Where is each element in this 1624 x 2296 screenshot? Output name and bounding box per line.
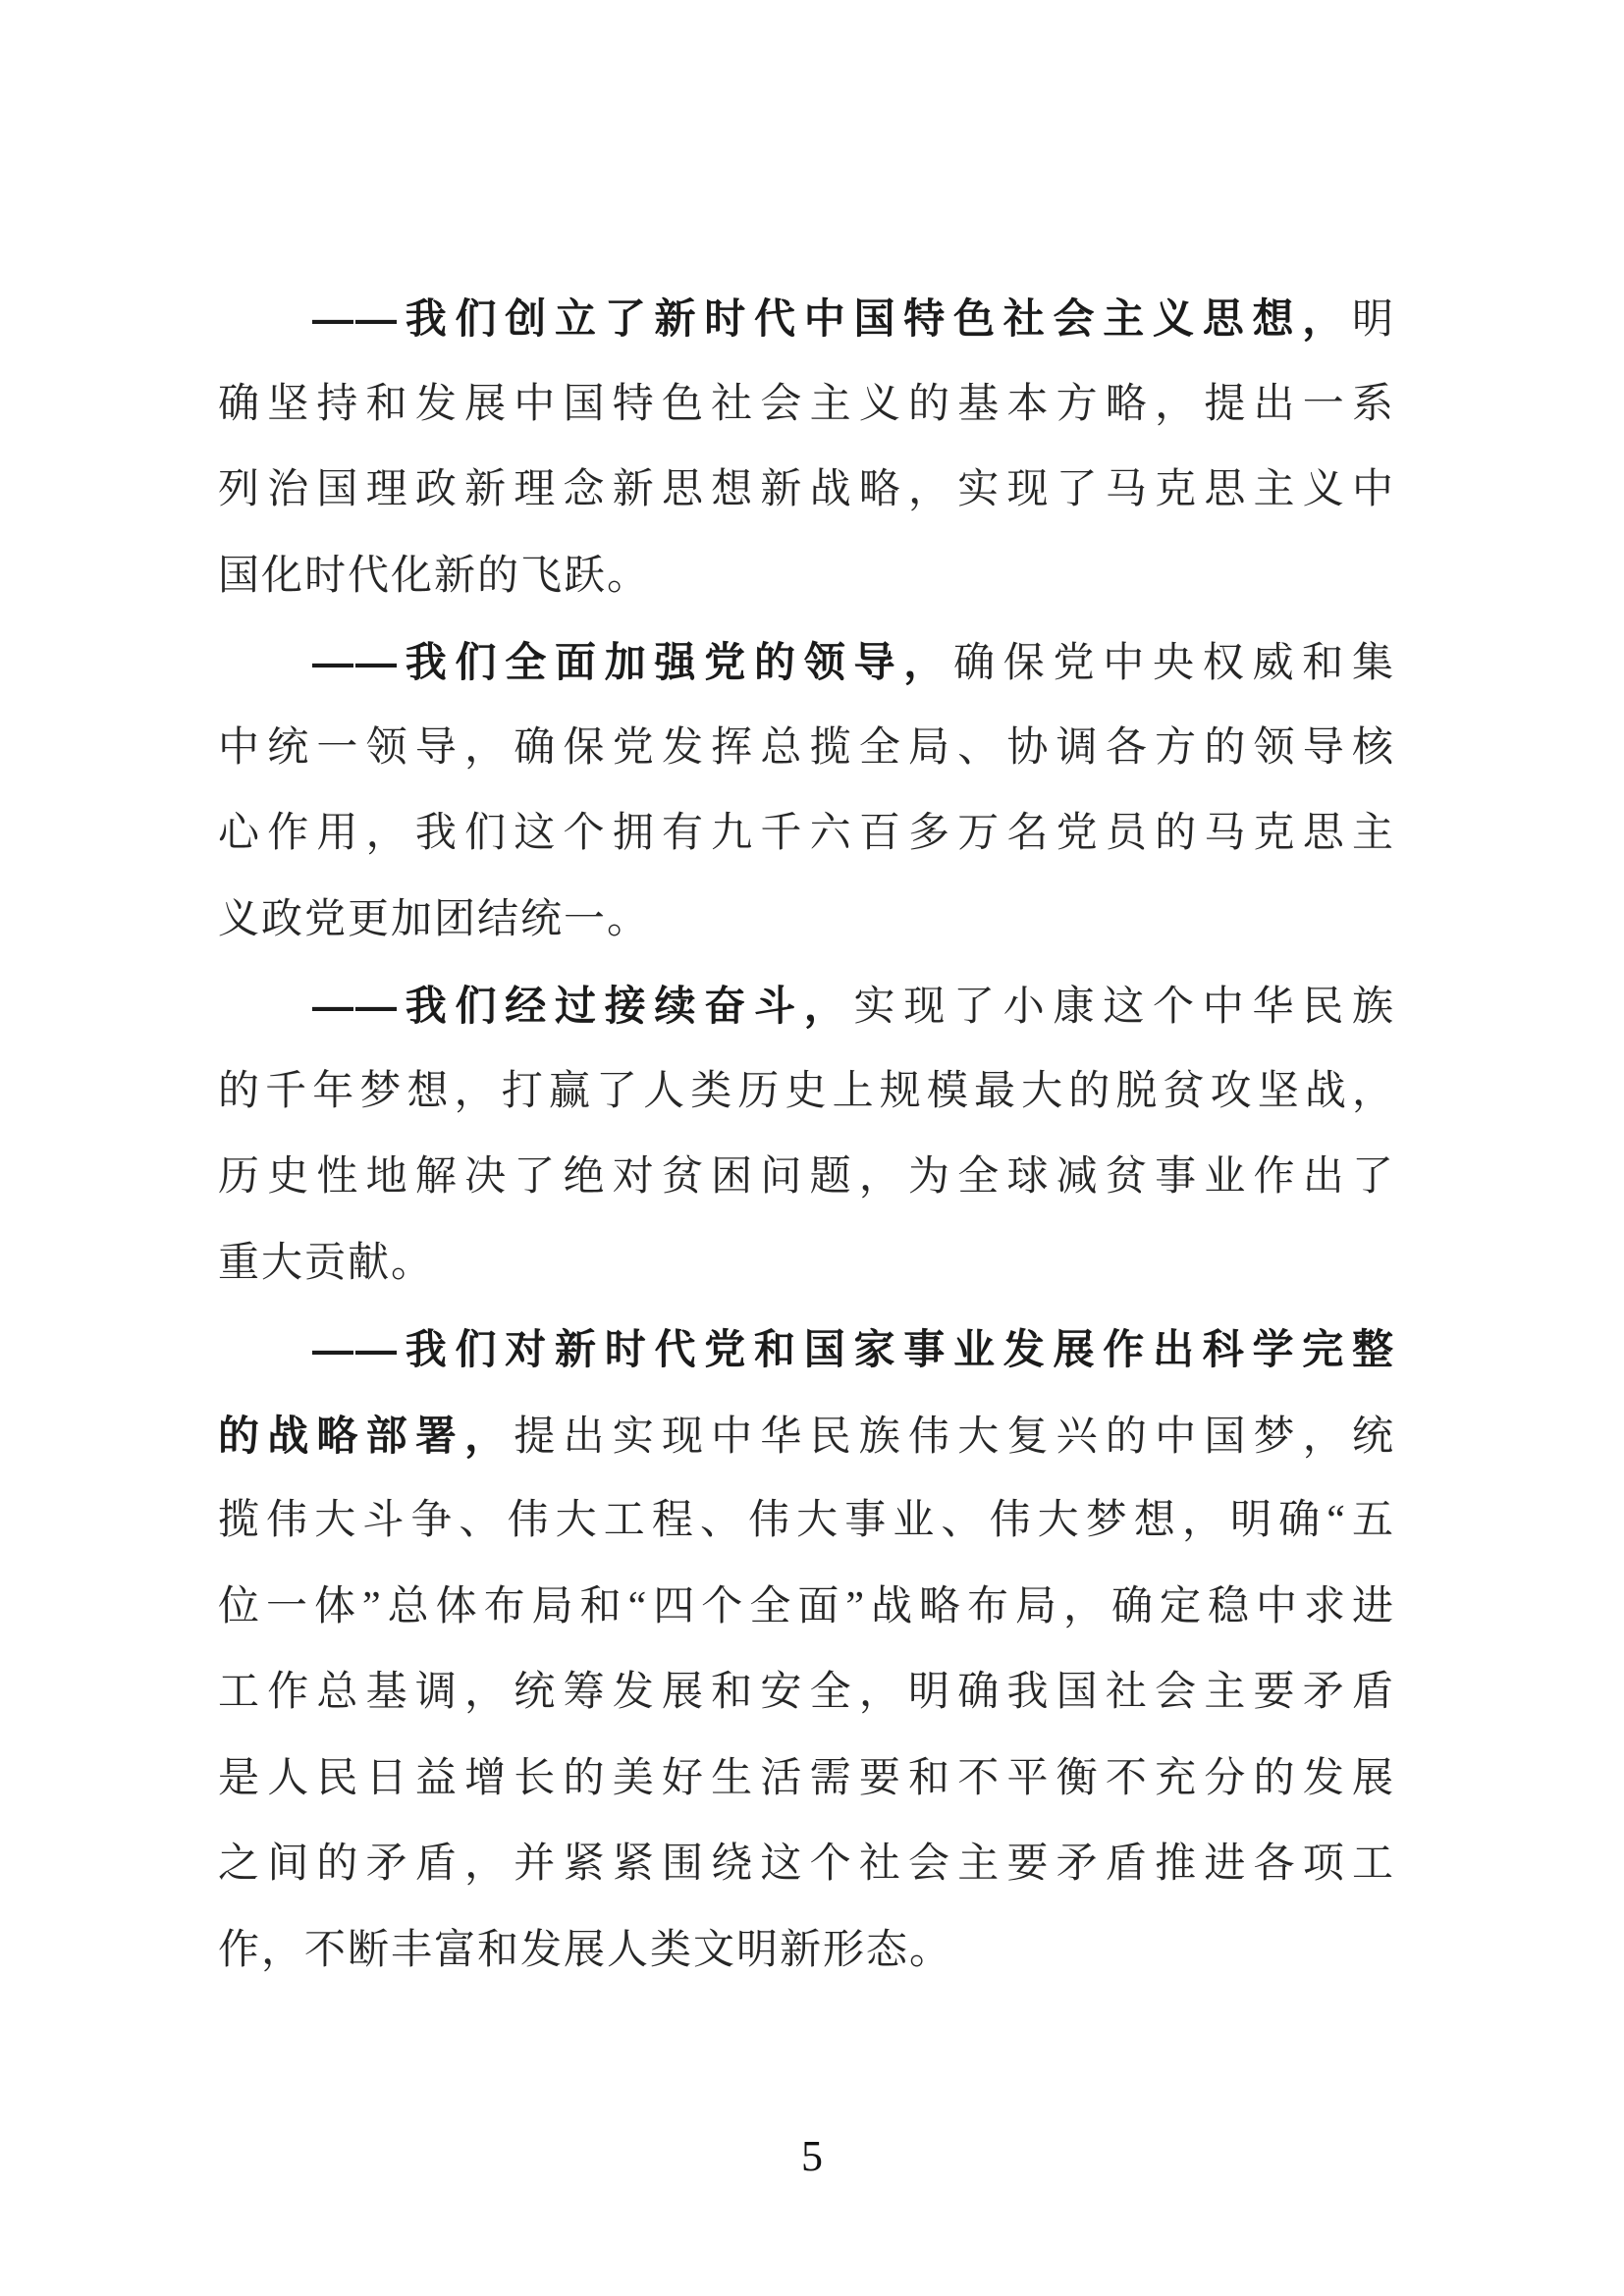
body-text: 国化时代化新的飞跃。 [218,553,651,599]
body-text: 义政党更加团结统一。 [218,896,651,942]
paragraph-4 [218,1307,1395,1994]
emphasis-text: ——我们对新时代党和国家事业发展作出科学完整 [312,1326,1395,1372]
body-text: 位一体”总体布局和“四个全面”战略布局，确定稳中求进 [218,1583,1395,1629]
paragraph-2 [218,619,1395,963]
body-text: 心作用，我们这个拥有九千六百多万名党员的马克思主 [218,811,1395,856]
paragraph-3 [218,963,1395,1307]
text-line [218,878,1395,964]
body-text: 之间的矛盾，并紧紧围绕这个社会主要矛盾推进各项工 [218,1842,1395,1887]
body-text: 是人民日益增长的美好生活需要和不平衡不充分的发展 [218,1755,1395,1801]
emphasis-text: 的战略部署， [218,1412,514,1459]
text-line [218,706,1395,792]
document-body [218,276,1395,1994]
text-line [218,1650,1395,1736]
body-text: 重大贡献。 [218,1240,435,1286]
text-line [218,1908,1395,1995]
text-line [218,1736,1395,1823]
body-text: 确坚持和发展中国特色社会主义的基本方略，提出一系 [218,381,1395,427]
body-text: 确保党中央权威和集 [952,641,1395,686]
text-line [218,1221,1395,1308]
body-text: 的千年梦想，打赢了人类历史上规模最大的脱贫攻坚战， [218,1068,1395,1114]
text-line [218,791,1395,878]
body-text: 中统一领导，确保党发挥总揽全局、协调各方的领导核 [218,724,1395,771]
text-line [218,1135,1395,1221]
emphasis-text: ——我们经过接续奋斗， [312,983,854,1029]
text-line [218,276,1395,362]
text-line [218,1307,1395,1393]
body-text: 列治国理政新理念新思想新战略，实现了马克思主义中 [218,467,1395,512]
text-line [218,362,1395,449]
text-line [218,1822,1395,1908]
text-line [218,448,1395,534]
text-line [218,1565,1395,1651]
body-text: 实现了小康这个中华民族 [853,985,1395,1030]
text-line [218,1478,1395,1565]
page-number: 5 [801,2132,823,2180]
emphasis-text: ——我们全面加强党的领导， [312,639,953,685]
body-text: 工作总基调，统筹发展和安全，明确我国社会主要矛盾 [218,1670,1395,1715]
text-line [218,1049,1395,1136]
body-text: 提出实现中华民族伟大复兴的中国梦，统 [514,1414,1395,1460]
text-line [218,1393,1395,1479]
body-text: 作，不断丰富和发展人类文明新形态。 [218,1927,953,1973]
text-line [218,534,1395,620]
body-text: 明 [1351,297,1395,343]
body-text: 揽伟大斗争、伟大工程、伟大事业、伟大梦想，明确“五 [218,1498,1395,1543]
text-line [218,619,1395,706]
text-line [218,963,1395,1049]
body-text: 历史性地解决了绝对贫困问题，为全球减贫事业作出了 [218,1154,1395,1200]
paragraph-1 [218,276,1395,619]
emphasis-text: ——我们创立了新时代中国特色社会主义思想， [312,295,1352,342]
